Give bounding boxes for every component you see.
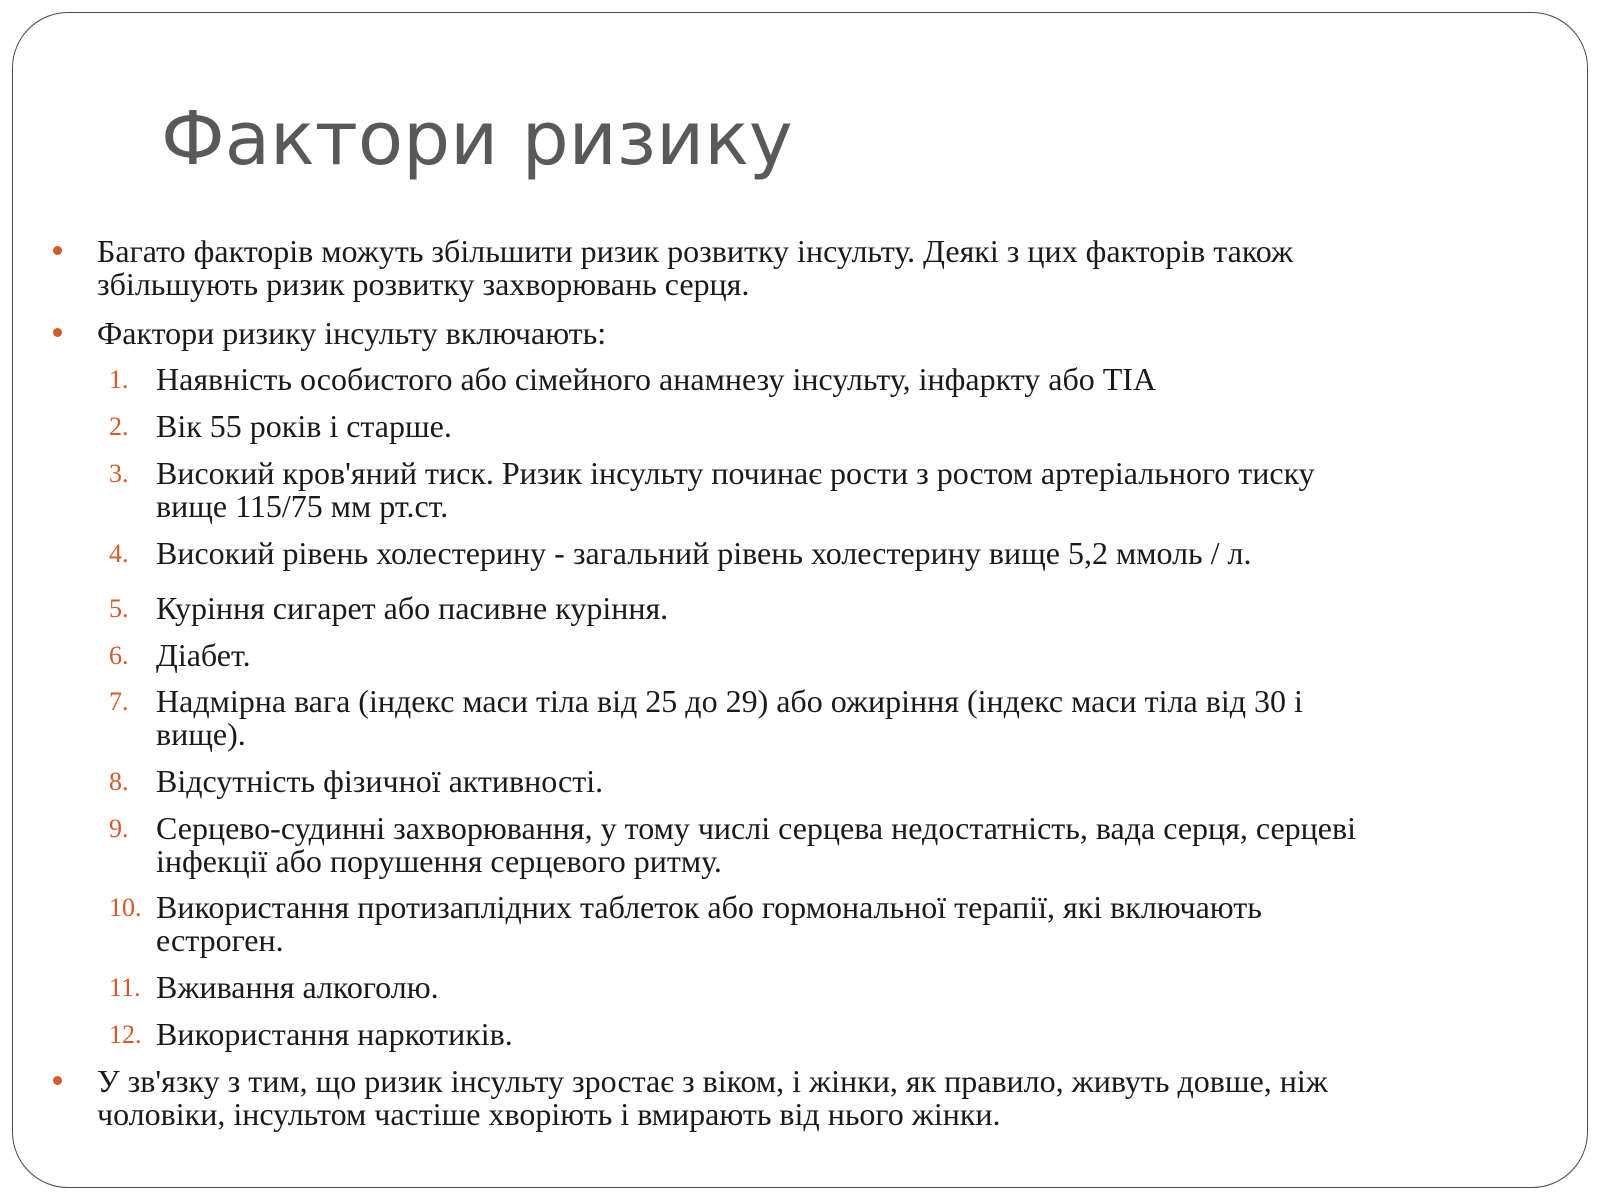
list-number: 3. (109, 459, 129, 488)
bullet-dot (53, 246, 62, 255)
bullet-dot (53, 328, 62, 337)
list-number: 1. (109, 365, 129, 394)
list-item: Високий кров'яний тиск. Ризик інсульту починає рости з ростом артеріального тиску вище 115/75 мм рт.ст. (156, 455, 1315, 524)
bullet-dot (53, 1076, 62, 1085)
list-item: Вік 55 років і старше. (156, 408, 452, 444)
list-number: 2. (109, 412, 129, 441)
list-number: 7. (109, 687, 129, 716)
list-item: Вживання алкоголю. (156, 969, 439, 1005)
list-item: Наявність особистого або сімейного анамнезу інсульту, інфаркту або TIA (156, 361, 1157, 397)
list-number: 12. (109, 1020, 142, 1049)
list-number: 4. (109, 539, 129, 568)
list-item: Високий рівень холестерину - загальний рівень холестерину вище 5,2 ммоль / л. (156, 535, 1252, 571)
bullet-text-3: У зв'язку з тим, що ризик інсульту зростає з віком, і жінки, як правило, живуть довше, ніж чоловіки, інсультом частіше хворіють і вмирають від нього жінки. (97, 1063, 1328, 1132)
slide (12, 12, 1588, 1188)
list-item: Використання наркотиків. (156, 1016, 513, 1052)
list-item: Серцево-судинні захворювання, у тому числі серцева недостатність, вада серця, серцеві інфекції або порушення серцевого ритму. (156, 810, 1356, 879)
list-number: 11. (109, 973, 141, 1002)
list-number: 8. (109, 767, 129, 796)
list-item: Куріння сигарет або пасивне куріння. (156, 590, 669, 626)
slide-title: Фактори ризику (161, 96, 793, 182)
bullet-text-2: Фактори ризику інсульту включають: (97, 315, 607, 351)
bullet-text-1: Багато факторів можуть збільшити ризик розвитку інсульту. Деякі з цих факторів також збільшують ризик розвитку захворювань серця. (97, 233, 1294, 302)
list-number: 9. (109, 814, 129, 843)
list-number: 6. (109, 641, 129, 670)
list-number: 10. (109, 893, 142, 922)
list-item: Використання протизаплідних таблеток або гормональної терапії, які включають естроген. (156, 889, 1262, 958)
list-item: Діабет. (156, 637, 251, 673)
list-item: Надмірна вага (індекс маси тіла від 25 до 29) або ожиріння (індекс маси тіла від 30 і вище). (156, 683, 1303, 752)
list-item: Відсутність фізичної активності. (156, 763, 604, 799)
list-number: 5. (109, 594, 129, 623)
